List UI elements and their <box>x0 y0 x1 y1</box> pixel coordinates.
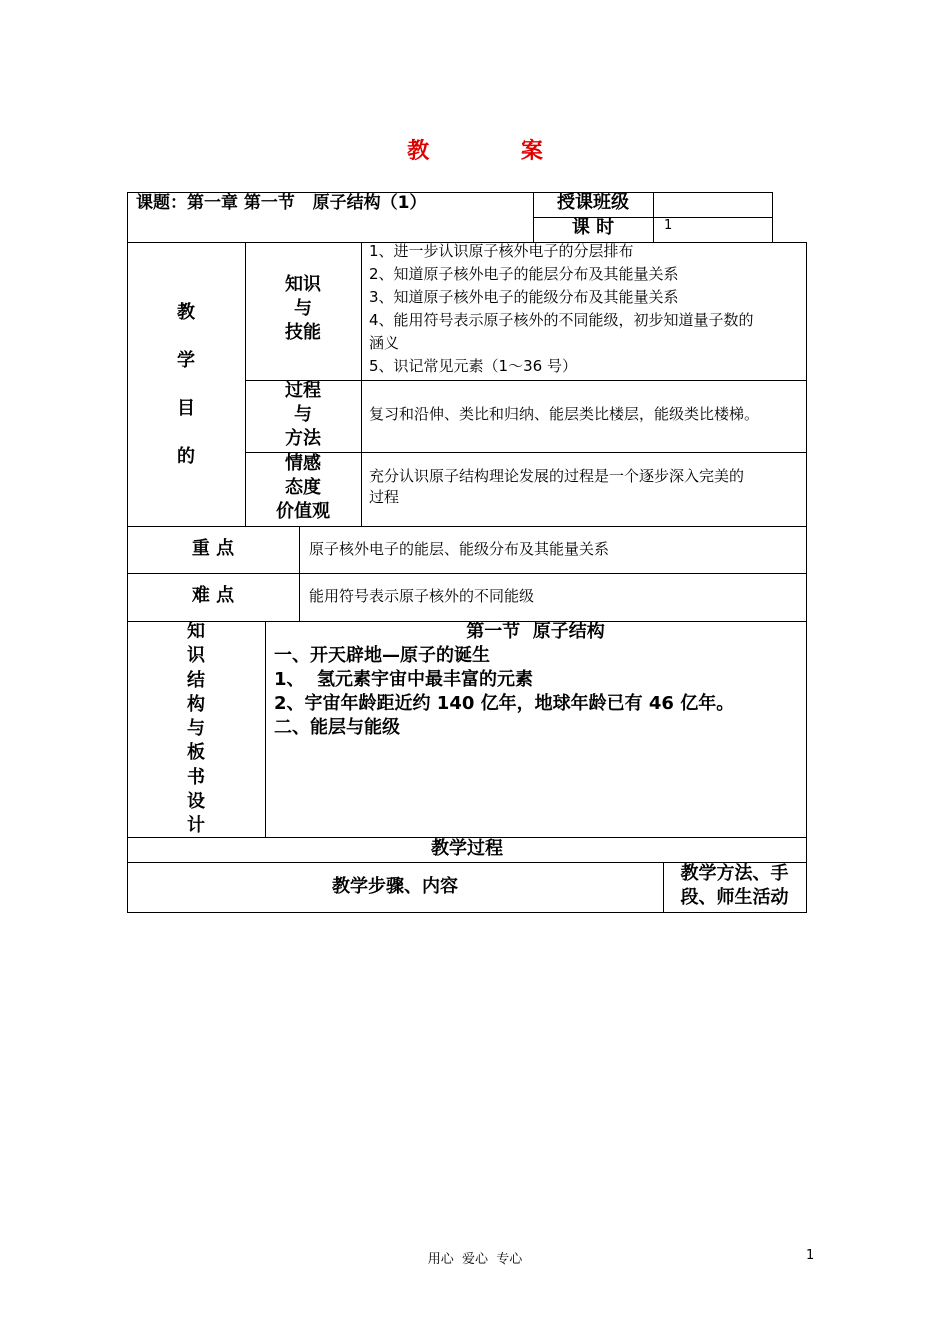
list-item: 3、知道原子核外电子的能级分布及其能量关系 <box>369 288 679 306</box>
table-line <box>653 192 654 242</box>
class-label: 授课班级 <box>557 192 629 213</box>
board-design-label-char: 与 <box>187 718 205 740</box>
knowledge-skills-label-line: 技能 <box>285 322 321 343</box>
emotion-values-line: 过程 <box>369 488 400 506</box>
emotion-values-label-line: 价值观 <box>276 501 330 522</box>
board-design-label-char: 构 <box>187 693 205 715</box>
knowledge-skills-label <box>245 273 361 345</box>
key-point-label: 重 点 <box>191 538 235 559</box>
document-title: 教 案 <box>407 139 585 164</box>
table-line <box>127 526 807 527</box>
objectives-label-char: 的 <box>177 446 195 467</box>
list-item: 5、识记常见元素（1～36 号） <box>369 357 577 375</box>
teaching-methods-label <box>663 862 806 910</box>
board-heading: 第一节 原子结构 <box>466 621 605 642</box>
hours-value: 1 <box>664 218 673 233</box>
table-line <box>127 573 807 574</box>
process-method-label-line: 过程 <box>285 380 321 401</box>
knowledge-skills-label-line: 知识 <box>285 274 321 295</box>
process-method-label-line: 与 <box>294 404 312 425</box>
board-line: 1、 氢元素宇宙中最丰富的元素 <box>274 669 534 690</box>
process-method-label-line: 方法 <box>285 428 321 449</box>
table-line <box>361 242 362 526</box>
difficulty-label: 难 点 <box>191 585 235 606</box>
hours-label: 课 时 <box>571 217 615 238</box>
board-design-label-char: 书 <box>187 766 205 788</box>
teaching-methods-line: 段、师生活动 <box>680 887 789 908</box>
objectives-label-char: 教 <box>177 302 195 323</box>
teaching-process-title: 教学过程 <box>431 838 503 859</box>
process-method-label <box>245 379 361 451</box>
board-design-label-char: 知 <box>187 621 205 642</box>
board-line: 一、开天辟地—原子的诞生 <box>274 645 490 666</box>
page-number: 1 <box>806 1248 815 1263</box>
emotion-values-label-line: 情感 <box>285 453 321 474</box>
difficulty-text: 能用符号表示原子核外的不同能级 <box>309 587 535 605</box>
board-design-label-char: 设 <box>187 791 205 813</box>
emotion-values-label-line: 态度 <box>285 477 321 498</box>
board-design-label-char: 计 <box>187 815 205 837</box>
objectives-label <box>166 298 206 490</box>
list-item: 4、能用符号表示原子核外的不同能级，初步知道量子数的 <box>369 311 754 329</box>
board-design-label-char: 结 <box>187 669 205 691</box>
emotion-values-line: 充分认识原子结构理论发展的过程是一个逐步深入完美的 <box>369 467 745 485</box>
key-point-text: 原子核外电子的能层、能级分布及其能量关系 <box>309 540 610 558</box>
board-design-label-char: 识 <box>187 645 205 667</box>
teaching-steps-label: 教学步骤、内容 <box>332 876 458 897</box>
board-design-label <box>176 620 216 839</box>
emotion-values-text <box>369 466 804 508</box>
knowledge-skills-list <box>369 240 804 378</box>
objectives-label-char: 目 <box>177 398 195 419</box>
board-design-label-char: 板 <box>187 742 205 764</box>
list-item: 1、进一步认识原子核外电子的分层排布 <box>369 242 634 260</box>
list-item: 2、知道原子核外电子的能层分布及其能量关系 <box>369 265 679 283</box>
list-item: 涵义 <box>369 334 400 352</box>
board-line: 2、宇宙年龄距近约 140 亿年，地球年龄已有 46 亿年。 <box>274 693 735 714</box>
objectives-label-char: 学 <box>177 350 195 371</box>
table-line <box>265 621 266 837</box>
board-lines <box>274 644 804 740</box>
teaching-methods-line: 教学方法、手 <box>680 863 789 884</box>
footer-motto: 用心 爱心 专心 <box>427 1252 523 1267</box>
knowledge-skills-label-line: 与 <box>294 298 312 319</box>
process-method-text: 复习和沿伸、类比和归纳、能层类比楼层，能级类比楼梯。 <box>369 405 760 423</box>
table-line <box>806 242 807 913</box>
table-line <box>772 192 773 242</box>
emotion-values-label <box>245 452 361 524</box>
table-line <box>127 912 807 913</box>
board-line: 二、能层与能级 <box>274 717 400 738</box>
course-title: 课题：第一章 第一节 原子结构（1） <box>136 193 427 213</box>
